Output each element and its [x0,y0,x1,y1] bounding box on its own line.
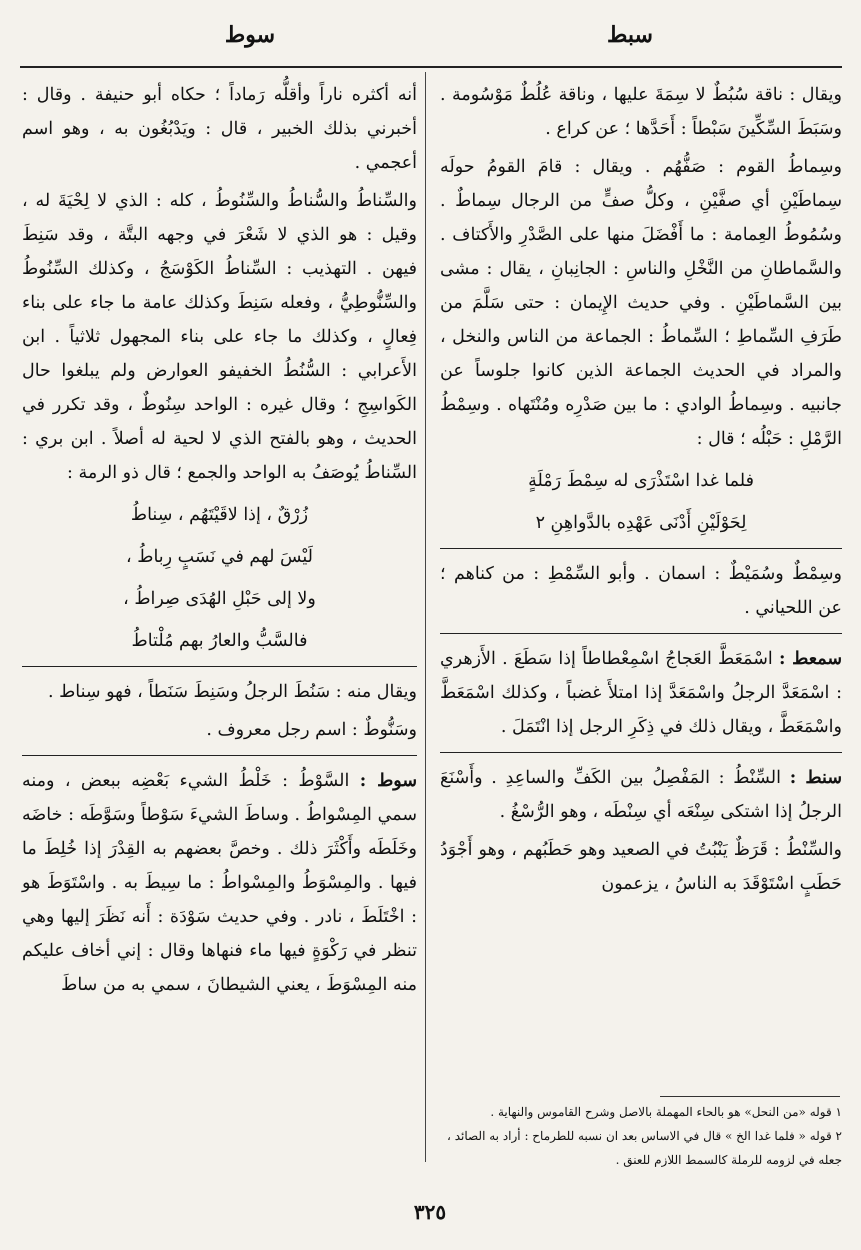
verse-line: ولا إلى حَبْلِ الهُدَى صِراطُ ، [123,589,316,609]
section-rule [440,633,842,634]
entry-text: اسْمَعَطَّ العَجاجُ اسْمِعْطاطاً إذا سَطَعَ . الأَزهري : اسْمَعَدَّ الرجلُ واسْمَعَدَّ إذا امتلأَ غضباً ، وكذلك اسْمَعَطَّ واسْمَعَطَّ ، ويقال ذلك في ذِكَرِ الرجل إذا انْتَمَلَ . [440,649,842,737]
header-right-title: سبط [607,22,653,48]
entry-smaat [440,642,842,744]
entry-text: السَّوْطُ : خَلْطُ الشيء بَعْضِه ببعض ، ومنه سمي المِسْواطُ . وساطَ الشيءَ سَوْطاً وسَوَّطَه : خاضَه وخَلَطَه وأَكْثَرَ ذلك . وخصَّ بعضهم به القِدْرَ إذا خُلِطَ ما فيها . والمِسْوَطُ والمِسْواطُ : ما سِيطَ به . واسْتَوَطَ هو : اخْتَلَطَ ، نادر . وفي حديث سَوْدَة : أَنه نَظَرَ إليها وهي تنظر في رَكْوَةٍ فيها ماء فنهاها وقال : إني أخاف عليكم منه المِسْوَطَ ، يعني الشيطانَ ، سمي به من ساطَ [22,771,417,995]
entry-sant [440,761,842,829]
paragraph: وسِمْطٌ وسُمَيْطٌ : اسمان . وأبو السِّمْطِ : من كناهم ؛ عن اللحياني . [440,564,842,618]
entry-sawt [22,764,417,1002]
paragraph: وسَنُّوطٌ : اسم رجل معروف . [206,720,417,740]
footnotes [440,1100,842,1172]
column-divider [425,72,426,1162]
paragraph: وسِماطُ القوم : صَفُّهُم . ويقال : قامَ القومُ حولَه سِماطَيْنِ أي صفَّيْنِ ، وكلُّ صفٍّ من الرجال سِماطٌ . وسُمُوطُ العِمامة : ما أَفْضَلَ منها على الصَّدْرِ والأَكتاف . والسَّماطانِ من النَّخْلِ والناسِ : الجانِبانِ ، يقال : مشى بين السَّماطَيْنِ . وفي حديث الإِيمان : حتى سَلَّمَ من طَرَفِ السِّماطِ ؛ السِّماطُ : الجماعة من الناس والنخل ، والمراد في الحديث الجماعة الذين كانوا جلوساً عن جانبيه . وسِماطُ الوادي : ما بين صَدْرِه ومُنْتَهاه . وسِمْطُ الرَّمْلِ : حَبْلُه ؛ قال : [440,157,842,449]
left-column [22,78,417,1006]
verse-line: زُرْقٌ ، إذا لاقَيْتَهُم ، سِناطُ [130,505,309,525]
paragraph: والسِّناطُ والسُّناطُ والسِّنُوطُ ، كله : الذي لا لِحْيَةَ له ، وقيل : هو الذي لا شَعْرَ في وجهه البتَّة ، وقد سَنِطَ فيهن . التهذيب : السِّناطُ الكَوْسَجُ ، وكذلك السِّنُوطُ والسِّنُّوطِيُّ ، وفعله سَنِطَ وكذلك عامة ما جاء على بناء فِعالٍ ، وكذلك ما جاء على بناء المجهول ثلاثياً . ابن الأَعرابي : السُّنُطُ الخفيفو العوارض ولم يبلغوا حال الكَواسِجِ ؛ وقال غيره : الواحد سِنُوطٌ ، وقد تكرر في الحديث ، وهو بالفتح الذي لا لحية له أصلاً . ابن بري : السِّناطُ يُوصَفُ به الواحد والجمع ؛ قال ذو الرمة : [22,191,417,483]
section-rule [440,548,842,549]
entry-text: السِّنْطُ : المَفْصِلُ بين الكَفِّ والساعِدِ . وأَسْنَعَ الرجلُ إذا اشتكى سِنْعَه أي سِنْطَه ، وهو الرُّسْغُ . [440,768,842,822]
verse-line: لَيْسَ لهم في نَسَبٍ رِباطُ ، [126,547,313,567]
verse-line: فلما غدا اسْتَذْرَى له سِمْطَ رَمْلَةٍ [528,471,754,491]
entry-headword: سنط : [789,768,842,788]
paragraph: ويقال منه : سَنُطَ الرجلُ وسَنِطَ سَنَطاً ، فهو سِناط . [47,682,417,702]
paragraph: ويقال : ناقة سُبُطٌ لا سِمَةَ عليها ، وناقة عُلُطٌ مَوْسُومة . وسَبَطَ السِّكِّينَ سَبْطاً : أَحَدَّها ؛ عن كراع . [440,85,842,139]
header-rule [20,66,842,68]
paragraph: أنه أكثره ناراً وأقلُّه رَماداً ؛ حكاه أبو حنيفة . وقال : أخبرني بذلك الخبير ، قال : ويَدْبُغُون به ، وهو اسم أعجمي . [22,85,417,173]
section-rule [22,666,417,667]
footnote-rule [660,1096,840,1097]
entry-headword: سمعط : [778,649,842,669]
right-column [440,78,842,905]
section-rule [440,752,842,753]
page-number: ٣٢٥ [413,1200,447,1224]
section-rule [22,755,417,756]
footnote: ٢ قوله « فلما غدا الخ » قال في الاساس بعد ان نسبه للطرماح : أراد به الصائد ، جعله في لزومه للرملة كالسمط اللازم للعنق . [447,1129,842,1167]
footnote: ١ قوله «من النحل» هو بالحاء المهملة بالاصل وشرح القاموس والنهاية . [490,1105,842,1119]
entry-headword: سوط : [359,771,417,791]
verse-line: فالسَّبُّ والعارُ بهم مُلْتاطُ [131,631,308,651]
verse-line: لِحَوْلَيْنِ أَدْنَى عَهْدِه بالدَّواهِنِ ٢ [535,513,747,533]
paragraph: والسِّنْطُ : قَرَظٌ يَنْبُتُ في الصعيد وهو حَطَبُهم ، وهو أَجْوَدُ حَطَبٍ اسْتَوْقَدَ به الناسُ ، يزعمون [440,840,842,894]
header-left-title: سوط [224,22,276,48]
